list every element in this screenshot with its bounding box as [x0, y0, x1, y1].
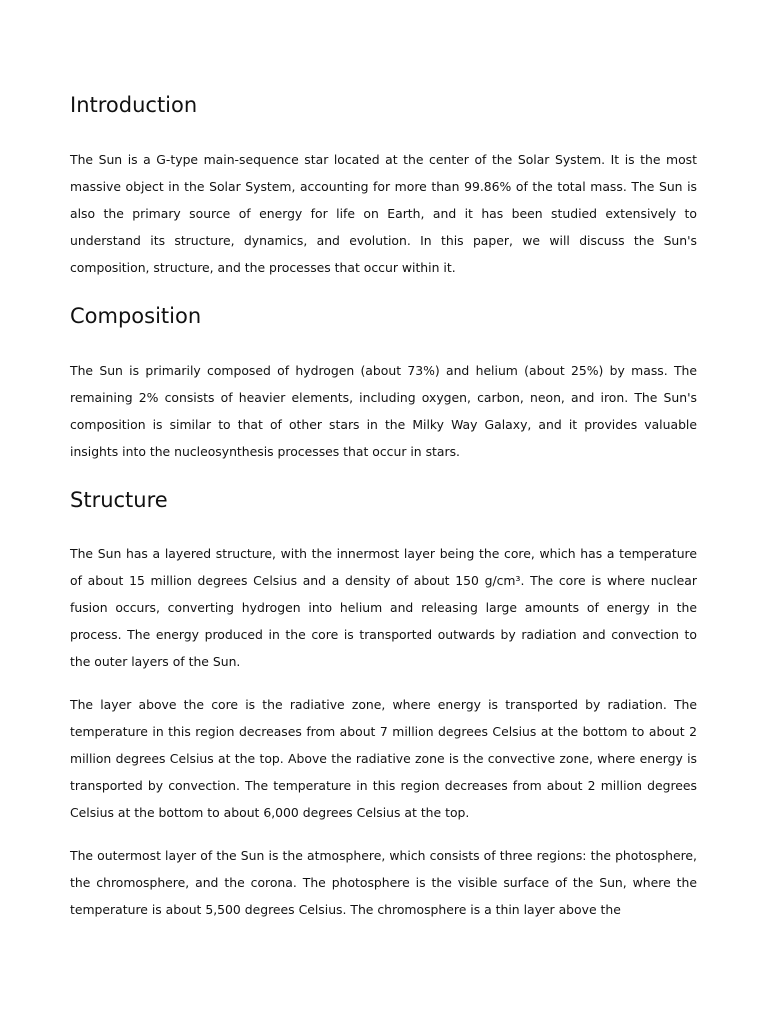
section-heading-structure: Structure: [70, 488, 168, 512]
section-heading-composition: Composition: [70, 304, 202, 328]
section-heading-introduction: Introduction: [70, 93, 198, 117]
paragraph-structure-atmosphere: The outermost layer of the Sun is the atmosphere, which consists of three regions: the photosphere, the chromosphere, and the corona. The photosphere is the visible surface of the Sun, where the temperature is about 5,500 degrees Celsius. The chromosphere is a thin layer above the: [70, 848, 697, 917]
paragraph-composition: The Sun is primarily composed of hydrogen (about 73%) and helium (about 25%) by mass. The remaining 2% consists of heavier elements, including oxygen, carbon, neon, and iron. The Sun's composition is similar to that of other stars in the Milky Way Galaxy, and it provides valuable insights into the nucleosynthesis processes that occur in stars.: [70, 363, 697, 459]
paragraph-structure-core: The Sun has a layered structure, with the innermost layer being the core, which has a temperature of about 15 million degrees Celsius and a density of about 150 g/cm³. The core is where nuclear fusion occurs, converting hydrogen into helium and releasing large amounts of energy in the process. The energy produced in the core is transported outwards by radiation and convection to the outer layers of the Sun.: [70, 546, 697, 669]
paragraph-introduction: The Sun is a G-type main-sequence star located at the center of the Solar System. It is the most massive object in the Solar System, accounting for more than 99.86% of the total mass. The Sun is also the primary source of energy for life on Earth, and it has been studied extensively to understand its structure, dynamics, and evolution. In this paper, we will discuss the Sun's composition, structure, and the processes that occur within it.: [70, 152, 697, 275]
paragraph-structure-zones: The layer above the core is the radiative zone, where energy is transported by radiation. The temperature in this region decreases from about 7 million degrees Celsius at the bottom to about 2 million degrees Celsius at the top. Above the radiative zone is the convective zone, where energy is transported by convection. The temperature in this region decreases from about 2 million degrees Celsius at the bottom to about 6,000 degrees Celsius at the top.: [70, 697, 697, 820]
document-page: [70, 88, 697, 923]
